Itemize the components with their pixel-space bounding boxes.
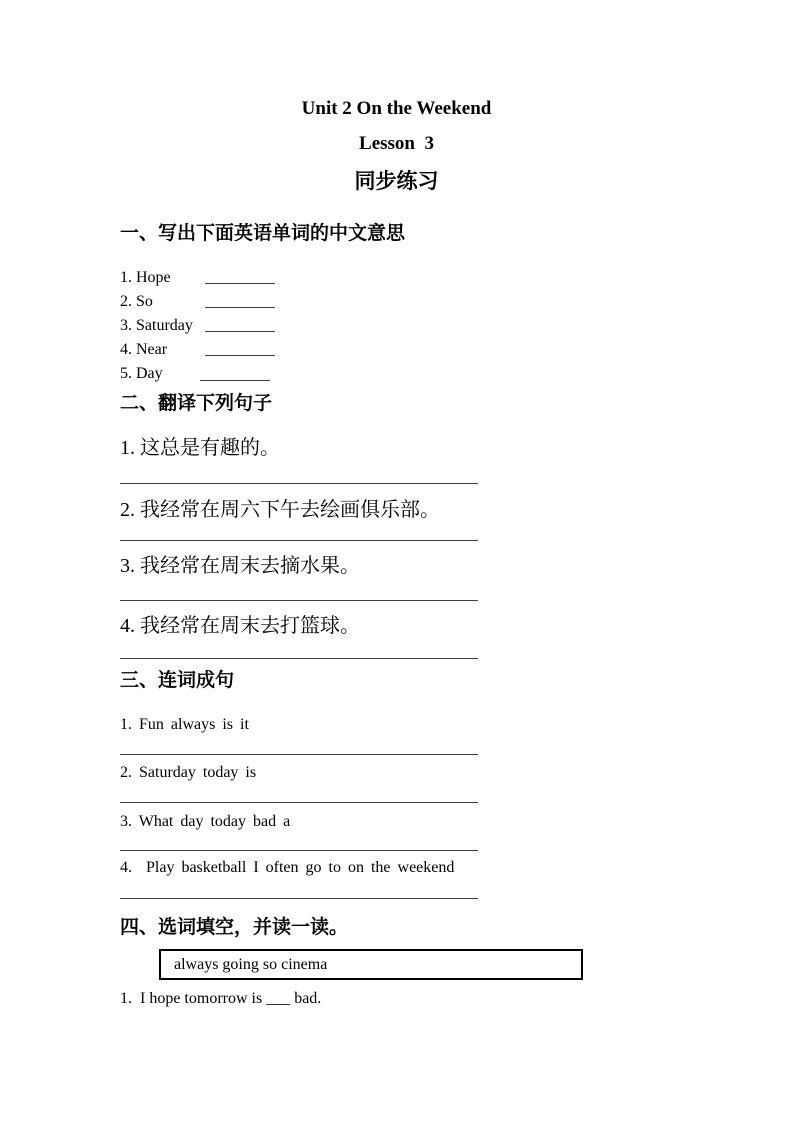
answer-blank-5 xyxy=(200,366,270,381)
vocab-word-4: 4. Near xyxy=(120,341,168,358)
answer-line xyxy=(120,898,478,899)
translate-item-4: 4. 我经常在周末去打篮球。 xyxy=(120,615,360,637)
answer-blank-3 xyxy=(205,317,275,332)
unscramble-item-1: 1. Fun always is it xyxy=(120,716,249,733)
vocab-word-1: 1. Hope xyxy=(120,269,171,286)
answer-blank-2 xyxy=(205,293,275,308)
doc-subtitle-practice: 同步练习 xyxy=(354,169,439,193)
section-four-heading: 四、选词填空，并读一读。 xyxy=(120,916,349,938)
word-bank-box: always going so cinema xyxy=(159,949,583,980)
answer-line xyxy=(120,540,478,541)
translate-item-3: 3. 我经常在周末去摘水果。 xyxy=(120,555,360,577)
unscramble-item-2: 2. Saturday today is xyxy=(120,764,257,781)
answer-line xyxy=(120,600,478,601)
answer-line xyxy=(120,802,478,803)
doc-title: Unit 2 On the Weekend xyxy=(301,98,492,119)
translate-item-1: 1. 这总是有趣的。 xyxy=(120,437,280,459)
answer-blank-1 xyxy=(205,269,275,284)
answer-blank-4 xyxy=(205,341,275,356)
section-one-heading: 一、写出下面英语单词的中文意思 xyxy=(120,222,406,244)
translate-item-2: 2. 我经常在周六下午去绘画俱乐部。 xyxy=(120,499,440,521)
doc-subtitle-lesson: Lesson 3 xyxy=(359,133,434,154)
answer-line xyxy=(120,754,478,755)
section-three-heading: 三、连词成句 xyxy=(120,669,235,691)
unscramble-item-4: 4. Play basketball I often go to on the weekend xyxy=(120,859,455,876)
vocab-word-3: 3. Saturday xyxy=(120,317,193,334)
vocab-word-2: 2. So xyxy=(120,293,153,310)
answer-line xyxy=(120,483,478,484)
section-two-heading: 二、翻译下列句子 xyxy=(120,392,273,414)
answer-line xyxy=(120,850,478,851)
fill-blank-item-1: 1. I hope tomorrow is ___ bad. xyxy=(120,990,322,1007)
unscramble-item-3: 3. What day today bad a xyxy=(120,813,291,830)
vocab-word-5: 5. Day xyxy=(120,365,163,382)
answer-line xyxy=(120,658,478,659)
